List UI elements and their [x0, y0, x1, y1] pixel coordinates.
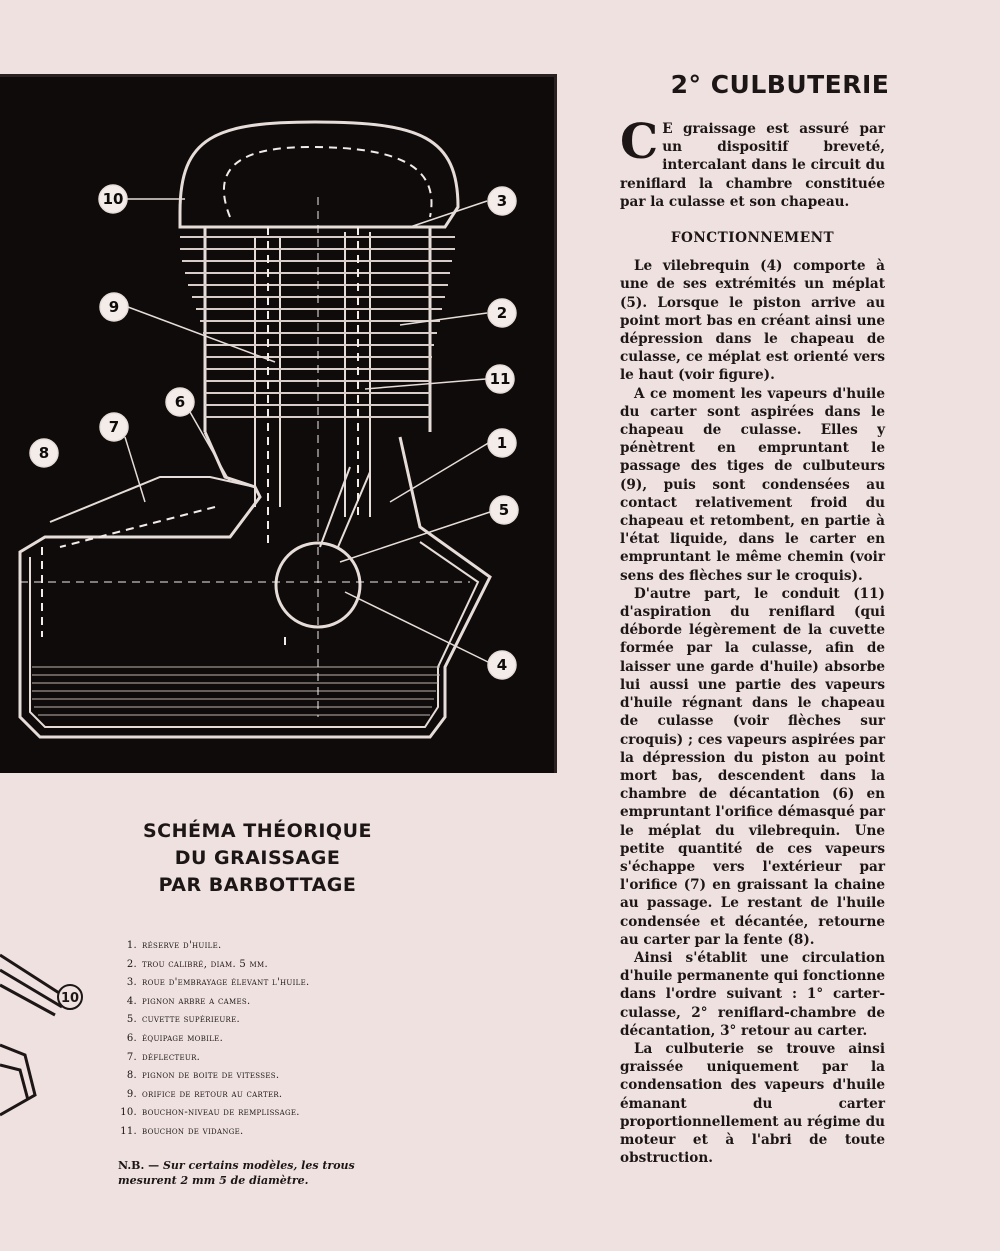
- legend-item: 6. équipage mobile.: [126, 1032, 224, 1044]
- callout-label: 10: [102, 190, 124, 208]
- legend-item: 2. trou calibré, diam. 5 mm.: [126, 958, 268, 970]
- article-body: [620, 114, 886, 1167]
- caption-line: DU GRAISSAGE: [174, 847, 341, 869]
- paragraph: La culbuterie se trouve ainsi graissée uniquement par la condensation des vapeurs d'huile émanant du carter proportionnellement au régime du moteur et à l'abri de toute obstruction.: [620, 1040, 885, 1167]
- engine-lubrication-diagram: [0, 74, 557, 773]
- legend-item: 9. orifice de retour au carter.: [126, 1088, 283, 1100]
- callout-label: 2: [496, 304, 508, 322]
- intro-paragraph: C E graissage est assuré par un dispositif breveté, intercalant dans le circuit du reniflard la chambre constituée par la culasse et son chapeau.: [620, 114, 885, 210]
- legend-item: 5. cuvette supérieure.: [126, 1014, 240, 1026]
- diagram-caption: [95, 818, 420, 899]
- legend-item: 10. bouchon-niveau de remplissage.: [120, 1107, 300, 1119]
- caption-line: SCHÉMA THÉORIQUE: [143, 820, 372, 842]
- callout-label: 8: [38, 444, 50, 462]
- callout-label: 9: [108, 298, 120, 316]
- article-title: 2° CULBUTERIE: [670, 70, 890, 99]
- paragraph: A ce moment les vapeurs d'huile du carter sont aspirées dans le chapeau de culasse. Elles y pénètrent en empruntant le passage des tiges de culbuteurs (9), puis sont condensées au contact relativement froid du chapeau et retombent, en partie à l'état liquide, dans le carter en empruntant le même chemin (voir sens des flèches sur le croquis).: [620, 385, 885, 584]
- legend-item: 1. réserve d'huile.: [126, 940, 222, 951]
- legend-item: 7. déflecteur.: [126, 1051, 201, 1063]
- callout-label: 11: [489, 370, 511, 388]
- nb-note: [118, 1158, 386, 1188]
- partial-diagram: [0, 945, 90, 1125]
- engine-cross-section: [0, 77, 554, 773]
- legend-item: 3. roue d'embrayage élevant l'huile.: [126, 977, 310, 989]
- callout-label: 7: [108, 418, 120, 436]
- nb-text: Sur certains modèles, les trous mesurent 2 mm 5 de diamètre.: [118, 1159, 355, 1187]
- legend-item: 8. pignon de boite de vitesses.: [126, 1070, 280, 1082]
- legend-item: 11. bouchon de vidange.: [120, 1125, 244, 1137]
- paragraph: D'autre part, le conduit (11) d'aspiration du reniflard (qui déborde légèrement de la cuvette formée par la culasse, afin de laisser une garde d'huile) absorbe lui aussi une partie des vapeurs d'huile régnant dans le chapeau de culasse (voir flèches sur croquis) ; ces vapeurs aspirées par la dépression du piston au point mort bas, descendent dans la chambre de décantation (6) en empruntant l'orifice démasqué par le méplat du vilebrequin. Une petite quantité de ces vapeurs s'échappe vers l'extérieur par l'orifice (7) en graissant la chaine au passage. Le restant de l'huile condensée et décantée, retourne au carter par la fente (8).: [620, 585, 885, 948]
- crank-wheel: [276, 543, 360, 627]
- head-cap: [180, 122, 458, 227]
- paragraph: Le vilebrequin (4) comporte à une de ses extrémités un méplat (5). Lorsque le piston arrive au point mort bas en créant ainsi une dépression dans le chapeau de culasse, ce méplat est orienté vers le haut (voir figure).: [620, 258, 885, 384]
- nb-label: N.B. —: [118, 1159, 160, 1172]
- paragraph: Ainsi s'établit une circulation d'huile permanente qui fonctionne dans l'ordre suivant : 1° carter-culasse, 2° reniflard-chambre de décantation, 3° retour au carter.: [620, 949, 886, 1039]
- legend-list: [116, 937, 396, 1142]
- callout-label: 6: [174, 393, 186, 411]
- side-callout-label: 10: [60, 991, 80, 1006]
- deflector: [50, 477, 255, 522]
- section-heading: FONCTIONNEMENT: [670, 230, 835, 247]
- drop-cap: C: [620, 114, 659, 170]
- legend-item: 4. pignon arbre a cames.: [126, 995, 251, 1007]
- callout-label: 1: [496, 434, 508, 452]
- callout-label: 5: [498, 501, 510, 519]
- caption-line: PAR BARBOTTAGE: [158, 874, 357, 896]
- callout-label: 4: [496, 656, 508, 674]
- callout-label: 3: [496, 192, 508, 210]
